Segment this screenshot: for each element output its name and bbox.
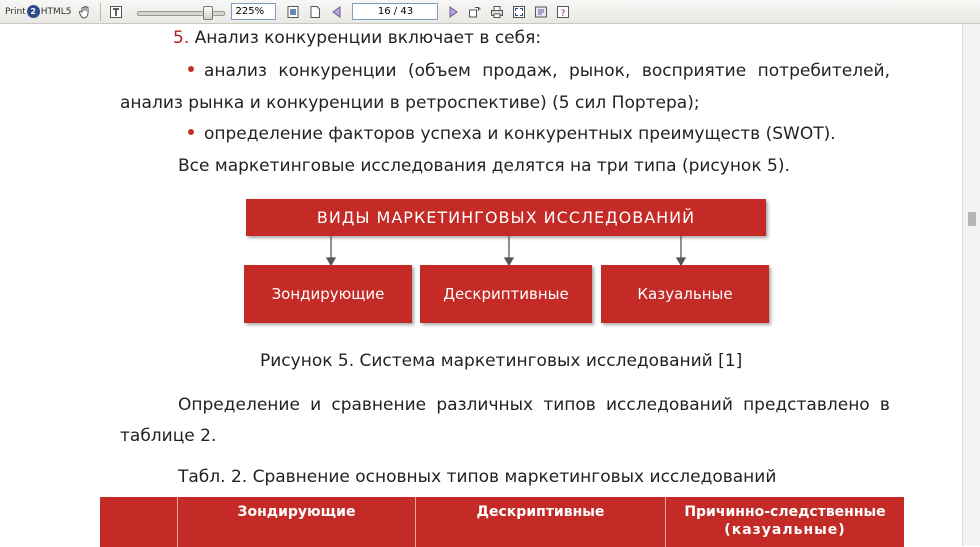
fullscreen-button[interactable] bbox=[510, 3, 528, 21]
item-5-number: 5. bbox=[173, 28, 190, 48]
diagram-root-box: ВИДЫ МАРКЕТИНГОВЫХ ИССЛЕДОВАНИЙ bbox=[246, 199, 766, 236]
types-intro-paragraph: Все маркетинговые исследования делятся на три типа (рисунок 5). bbox=[178, 156, 790, 176]
thumbnails-icon bbox=[534, 5, 548, 19]
bullet-1-word: продаж, bbox=[482, 61, 558, 81]
figure-caption: Рисунок 5. Система маркетинговых исследований [1] bbox=[260, 351, 743, 371]
comparison-word: различных bbox=[436, 395, 534, 415]
zoom-slider-thumb[interactable] bbox=[203, 6, 213, 20]
zoom-input[interactable]: 225% bbox=[231, 3, 276, 20]
diagram-box-causal: Казуальные bbox=[601, 265, 769, 323]
comparison-table-header bbox=[100, 497, 904, 547]
table-header-empty bbox=[100, 497, 178, 547]
bullet-1-word: (объем bbox=[408, 61, 471, 81]
diagram-box-descriptive: Дескриптивные bbox=[420, 265, 592, 323]
logo-prefix: Print bbox=[5, 6, 26, 17]
bullet-1-word: восприятие bbox=[641, 61, 747, 81]
diagram-connectors bbox=[0, 24, 962, 294]
hand-icon bbox=[78, 5, 92, 19]
comparison-word: Определение bbox=[178, 395, 300, 415]
comparison-paragraph-line-2: таблице 2. bbox=[120, 426, 217, 446]
bullet-1-word: анализ bbox=[204, 61, 267, 81]
previous-page-button[interactable] bbox=[328, 3, 346, 21]
print2html5-logo bbox=[2, 1, 74, 23]
rotate-button[interactable] bbox=[466, 3, 484, 21]
comparison-word: и bbox=[310, 395, 322, 415]
bullet-1-line-2: анализ рынка и конкуренции в ретроспективе) (5 сил Портера); bbox=[120, 93, 700, 113]
logo-two: 2 bbox=[27, 5, 40, 18]
fit-page-icon bbox=[286, 5, 300, 19]
rotate-icon bbox=[468, 5, 482, 19]
comparison-word: в bbox=[879, 395, 890, 415]
table-header-causal bbox=[666, 497, 904, 547]
text-select-button[interactable] bbox=[107, 3, 125, 21]
comparison-word: представлено bbox=[743, 395, 870, 415]
thumbnails-button[interactable] bbox=[532, 3, 550, 21]
fit-page-button[interactable] bbox=[284, 3, 302, 21]
printer-icon bbox=[490, 5, 504, 19]
svg-text:?: ? bbox=[561, 8, 566, 19]
table-header-descriptive: Дескриптивные bbox=[416, 497, 666, 547]
comparison-word: сравнение bbox=[331, 395, 427, 415]
bullet-1-word: рынок, bbox=[568, 61, 631, 81]
table-header-causal-line-1: Причинно-следственные bbox=[684, 504, 886, 520]
help-button[interactable] bbox=[554, 3, 572, 21]
bullet-1-word: потребителей, bbox=[757, 61, 890, 81]
comparison-word: исследований bbox=[606, 395, 733, 415]
comparison-word: типов bbox=[543, 395, 596, 415]
bullet-2-text: определение факторов успеха и конкурентных преимуществ (SWOT). bbox=[204, 124, 836, 144]
bullet-1-word: конкуренции bbox=[278, 61, 397, 81]
help-icon bbox=[556, 5, 570, 19]
text-cursor-icon bbox=[109, 5, 123, 19]
fullscreen-icon bbox=[512, 5, 526, 19]
diagram-box-exploratory: Зондирующие bbox=[244, 265, 412, 323]
table-header-exploratory: Зондирующие bbox=[178, 497, 416, 547]
vertical-scrollbar[interactable] bbox=[962, 24, 980, 546]
viewer-toolbar bbox=[0, 0, 980, 24]
comparison-paragraph-line-1 bbox=[178, 395, 890, 415]
item-5-text: Анализ конкуренции включает в себя: bbox=[194, 28, 542, 48]
print-button[interactable] bbox=[488, 3, 506, 21]
page-icon bbox=[308, 5, 322, 19]
single-page-button[interactable] bbox=[306, 3, 324, 21]
logo-suffix: HTML5 bbox=[40, 6, 72, 17]
table-caption: Табл. 2. Сравнение основных типов маркетинговых исследований bbox=[178, 467, 777, 487]
document-page bbox=[0, 24, 962, 546]
zoom-slider[interactable] bbox=[137, 3, 225, 21]
hand-tool-button[interactable] bbox=[76, 3, 94, 21]
arrow-left-icon bbox=[330, 5, 344, 19]
page-number-input[interactable]: 16 / 43 bbox=[352, 3, 438, 20]
arrow-right-icon bbox=[446, 5, 460, 19]
toolbar-separator bbox=[100, 3, 101, 21]
next-page-button[interactable] bbox=[444, 3, 462, 21]
table-header-causal-line-2: (казуальные) bbox=[724, 522, 846, 538]
vertical-scrollbar-thumb[interactable] bbox=[968, 212, 976, 226]
